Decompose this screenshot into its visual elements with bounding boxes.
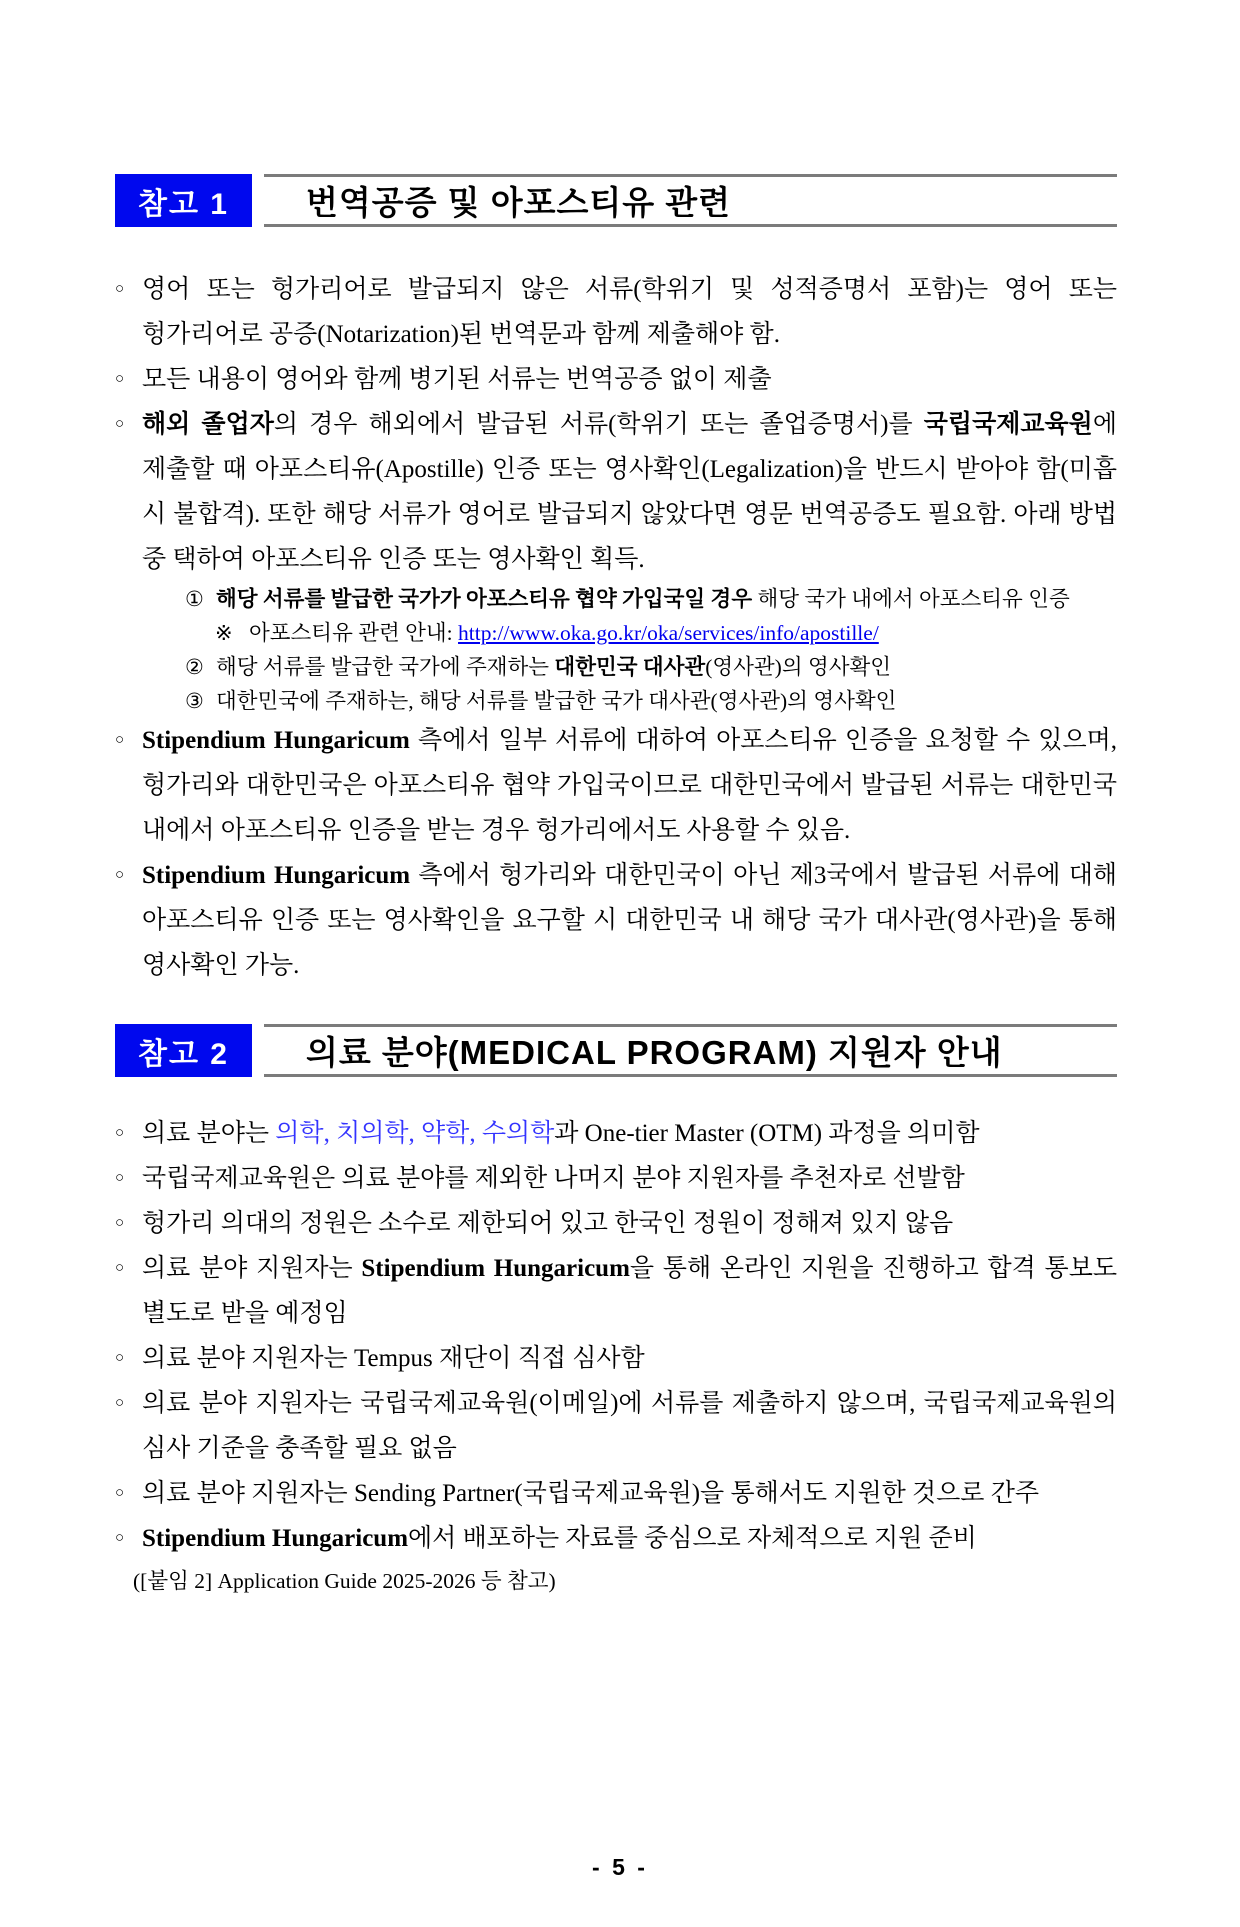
circle-bullet-icon: ○	[115, 371, 125, 387]
text-segment: 측에서 일부 서류에 대하여 아포스티유 인증을 요청할 수 있으며, 헝가리와 대한민국은 아포스티유 협약 가입국이므로 대한민국에서 발급된 서류는 대한민국 내에서 아포스티유 인증을 받는 경우 헝가리에서도 사용할 수 있음.	[142, 727, 1117, 844]
text-segment: 측에서 헝가리와 대한민국이 아닌 제3국에서 발급된 서류에 대해 아포스티유 인증 또는 영사확인을 요구할 시 대한민국 내 해당 국가 대사관(영사관)을 통해 영사확인 가능.	[142, 862, 1117, 979]
apostille-info-link[interactable]: http://www.oka.go.kr/oka/services/info/apostille/	[458, 621, 879, 645]
document-page	[0, 174, 1240, 1601]
list-item-text	[142, 1201, 1117, 1246]
text-segment: 해당 서류를 발급한 국가가 아포스티유 협약 가입국일 경우	[216, 587, 753, 611]
circle-bullet-icon: ○	[115, 1260, 125, 1276]
list-item	[115, 1156, 1117, 1201]
section-2-bullet-list	[115, 1111, 1117, 1601]
text-segment: (영사관)의 영사확인	[705, 655, 892, 679]
list-item-text	[142, 1381, 1117, 1471]
text-segment: 의료 분야 지원자는 국립국제교육원(이메일)에 서류를 제출하지 않으며, 국립국제교육원의 심사 기준을 충족할 필요 없음	[142, 1390, 1117, 1462]
text-segment: 헝가리 의대의 정원은 소수로 제한되어 있고 한국인 정원이 정해져 있지 않음	[142, 1210, 954, 1237]
text-segment: 과 One-tier Master (OTM) 과정을 의미함	[554, 1120, 980, 1147]
list-item-text	[142, 1336, 1117, 1381]
text-segment: 해당 서류를 발급한 국가에 주재하는	[216, 655, 555, 679]
list-item	[133, 1561, 1117, 1601]
list-item	[115, 1201, 1117, 1246]
circle-bullet-icon: ○	[115, 1215, 125, 1231]
page-number: - 5 -	[592, 1854, 648, 1880]
circled-number-icon: ③	[185, 689, 204, 713]
circle-bullet-icon: ○	[115, 1530, 125, 1546]
text-segment: 의료 분야 지원자는	[142, 1255, 362, 1282]
list-item-text	[216, 582, 1117, 616]
list-item	[185, 684, 1117, 718]
list-item	[115, 1471, 1117, 1516]
section-2-badge: 참고 2	[115, 1024, 252, 1077]
section-1-title-bar	[264, 174, 1117, 227]
circle-bullet-icon: ○	[115, 1125, 125, 1141]
list-item-text	[142, 1156, 1117, 1201]
list-item	[115, 718, 1117, 853]
list-item-text	[142, 1471, 1117, 1516]
circle-bullet-icon: ○	[115, 732, 125, 748]
circle-bullet-icon: ○	[115, 1350, 125, 1366]
list-item	[115, 402, 1117, 582]
circle-bullet-icon: ○	[115, 1395, 125, 1411]
circle-bullet-icon: ○	[115, 1170, 125, 1186]
list-item	[115, 853, 1117, 988]
text-segment: 에 제출할 때 아포스티유(Apostille) 인증 또는 영사확인(Legalization)을 반드시 받아야 함(미흡 시 불합격). 또한 해당 서류가 영어로 발급되지 않았다면 영문 번역공증도 필요함. 아래 방법 중 택하여 아포스티유 인증 또는 영사확인 획득.	[142, 411, 1117, 573]
list-item	[115, 1381, 1117, 1471]
text-segment: Stipendium Hungaricum	[142, 727, 410, 754]
list-item	[115, 1336, 1117, 1381]
section-1-bullet-list	[115, 267, 1117, 988]
text-segment: 의학, 치의학, 약학, 수의학	[275, 1120, 555, 1147]
text-segment: ([붙임 2] Application Guide 2025-2026 등 참고)	[133, 1569, 556, 1593]
list-item-text	[142, 267, 1117, 357]
list-item	[115, 1111, 1117, 1156]
text-segment: 아포스티유 관련 안내:	[249, 621, 459, 645]
section-2-header	[115, 1024, 1117, 1077]
text-segment: 의료 분야는	[142, 1120, 276, 1147]
list-item	[115, 1246, 1117, 1336]
text-segment: Stipendium Hungaricum	[142, 862, 411, 889]
list-item-text	[142, 1111, 1117, 1156]
text-segment: 의 경우 해외에서 발급된 서류(학위기 또는 졸업증명서)를	[273, 411, 924, 438]
text-segment: 에서 배포하는 자료를 중심으로 자체적으로 지원 준비	[408, 1525, 977, 1552]
text-segment: 의료 분야 지원자는 Tempus 재단이 직접 심사함	[142, 1345, 645, 1372]
list-item	[215, 616, 1117, 650]
section-1-badge: 참고 1	[115, 174, 252, 227]
text-segment: Stipendium Hungaricum	[142, 1525, 409, 1552]
section-2-title-bar	[264, 1024, 1117, 1077]
list-item	[115, 1516, 1117, 1561]
list-item-text	[142, 402, 1117, 582]
text-segment: 영어 또는 헝가리어로 발급되지 않은 서류(학위기 및 성적증명서 포함)는 영어 또는 헝가리어로 공증(Notarization)된 번역문과 함께 제출해야 함.	[142, 276, 1117, 348]
circle-bullet-icon: ○	[115, 1485, 125, 1501]
list-item-text	[216, 650, 1117, 684]
list-item-text	[142, 718, 1117, 853]
list-item	[185, 650, 1117, 684]
circle-bullet-icon: ○	[115, 416, 125, 432]
text-segment: 해외 졸업자	[142, 411, 274, 438]
text-segment: 국립국제교육원은 의료 분야를 제외한 나머지 분야 지원자를 추천자로 선발함	[142, 1165, 965, 1192]
text-segment: Stipendium Hungaricum	[361, 1255, 630, 1282]
list-item-text	[249, 616, 1117, 650]
list-item	[115, 357, 1117, 402]
list-item	[115, 267, 1117, 357]
section-1-title: 번역공증 및 아포스티유 관련	[306, 184, 732, 221]
section-reference-1	[115, 174, 1117, 988]
circle-bullet-icon: ○	[115, 281, 125, 297]
text-segment: 대한민국 대사관	[554, 655, 706, 679]
text-segment: 모든 내용이 영어와 함께 병기된 서류는 번역공증 없이 제출	[142, 366, 772, 393]
section-1-header	[115, 174, 1117, 227]
text-segment: 해당 국가 내에서 아포스티유 인증	[752, 587, 1070, 611]
list-item-text	[133, 1561, 1117, 1601]
text-segment: 국립국제교육원	[923, 411, 1093, 438]
section-reference-2	[115, 1024, 1117, 1601]
circle-bullet-icon: ○	[115, 867, 125, 883]
circled-number-icon: ①	[185, 587, 204, 611]
section-2-title: 의료 분야(MEDICAL PROGRAM) 지원자 안내	[306, 1034, 1003, 1071]
text-segment: 의료 분야 지원자는 Sending Partner(국립국제교육원)을 통해서도 지원한 것으로 간주	[142, 1480, 1039, 1507]
text-segment: 을 통해 온라인 지원을 진행하고 합격 통보도 별도로 받을 예정임	[142, 1255, 1118, 1327]
list-item-text	[142, 853, 1117, 988]
list-item-text	[142, 1246, 1117, 1336]
list-item-text	[216, 684, 1117, 718]
reference-mark-icon: ※	[215, 621, 233, 645]
list-item	[185, 582, 1117, 616]
text-segment: 대한민국에 주재하는, 해당 서류를 발급한 국가 대사관(영사관)의 영사확인	[216, 689, 897, 713]
list-item-text	[142, 357, 1117, 402]
circled-number-icon: ②	[185, 655, 204, 679]
list-item-text	[142, 1516, 1117, 1561]
